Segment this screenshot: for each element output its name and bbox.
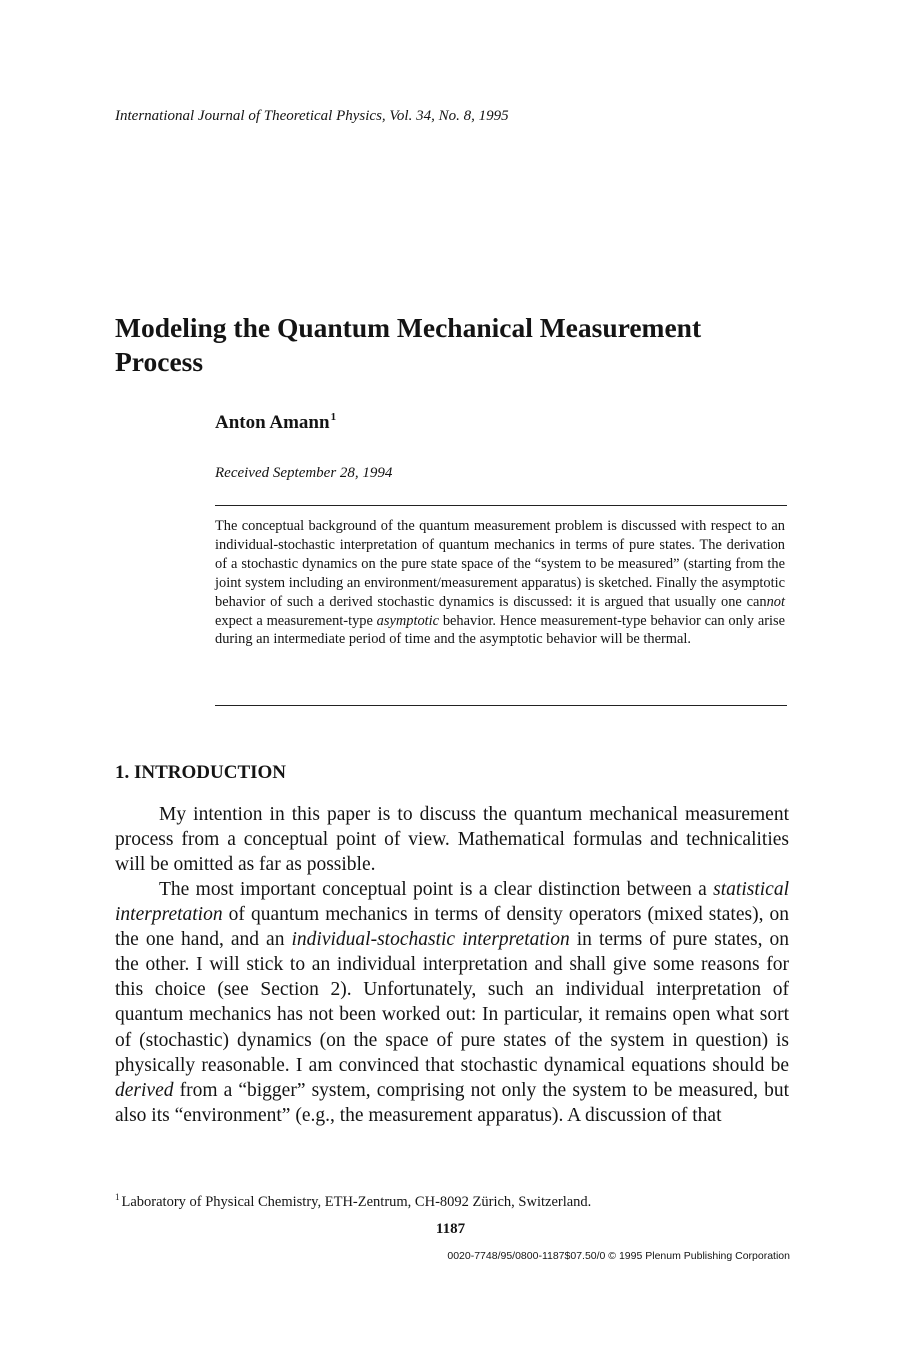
abstract-top-rule — [215, 505, 787, 506]
paragraph-emphasis: derived — [115, 1079, 174, 1101]
footnote-text: Laboratory of Physical Chemistry, ETH-Zentrum, CH-8092 Zürich, Switzerland. — [121, 1194, 592, 1210]
paragraph-text: in terms of pure states, on the other. I will stick to an individual interpretation and shall give some reasons for this choice (see Section 2). Unfortunately, such an individual interpretation of quantum mechanics has not been worked out: In particular, it remains open what sort of (stochastic) dynamics (on the space of pure states of the system in question) is physically reasonable. I am convinced that stochastic dynamical equations should be — [115, 929, 789, 1076]
abstract-emphasis: not — [766, 593, 785, 610]
intro-paragraph-2 — [115, 877, 789, 1128]
intro-paragraph-1: My intention in this paper is to discuss the quantum mechanical measurement process from a conceptual point of view. Mathematical formulas and technicalities will be omitted as far as possible. — [115, 804, 789, 876]
paragraph-emphasis: individual-stochastic interpretation — [291, 929, 570, 951]
page-number: 1187 — [435, 1221, 466, 1237]
author-name: Anton Amann — [215, 412, 330, 433]
footnote — [115, 1192, 591, 1211]
author-line — [215, 411, 336, 434]
abstract — [215, 517, 785, 649]
paragraph-text: The most important conceptual point is a clear distinction between a — [159, 879, 714, 900]
received-date: Received September 28, 1994 — [215, 465, 393, 481]
abstract-text: The conceptual background of the quantum measurement problem is discussed with respect to an individual-stochastic interpretation of quantum mechanics in terms of pure states. The derivation of a stochastic dynamics on the pure state space of the “system to be measured” (starting from the joint system including an environment/measurement apparatus) is sketched. Finally the asymptotic behavior of such a derived stochastic dynamics is discussed: it is argued that usually one can — [215, 518, 785, 610]
footnote-mark: 1 — [115, 1192, 120, 1202]
abstract-bottom-rule — [215, 705, 787, 706]
paragraph-text: of quantum mechanics in terms of density operators (mixed states), on the one hand, and an — [115, 904, 789, 951]
journal-citation: International Journal of Theoretical Physics, Vol. 34, No. 8, 1995 — [115, 108, 509, 124]
abstract-emphasis: asymptotic — [376, 612, 440, 629]
author-footnote-mark: 1 — [330, 411, 337, 423]
section-heading: 1. INTRODUCTION — [115, 762, 287, 783]
abstract-text: expect a measurement-type — [215, 612, 377, 629]
paragraph-emphasis: statistical interpretation — [115, 879, 789, 926]
copyright-line: 0020-7748/95/0800-1187$07.50/0 © 1995 Plenum Publishing Corporation — [447, 1250, 790, 1262]
paragraph-text: from a “bigger” system, comprising not only the system to be measured, but also its “environment” (e.g., the measurement apparatus). A discussion of that — [115, 1079, 789, 1126]
article-title: Modeling the Quantum Mechanical Measurement Process — [115, 312, 702, 377]
abstract-text: behavior. Hence measurement-type behavior can only arise during an intermediate period of time and the asymptotic behavior will be thermal. — [215, 612, 785, 648]
